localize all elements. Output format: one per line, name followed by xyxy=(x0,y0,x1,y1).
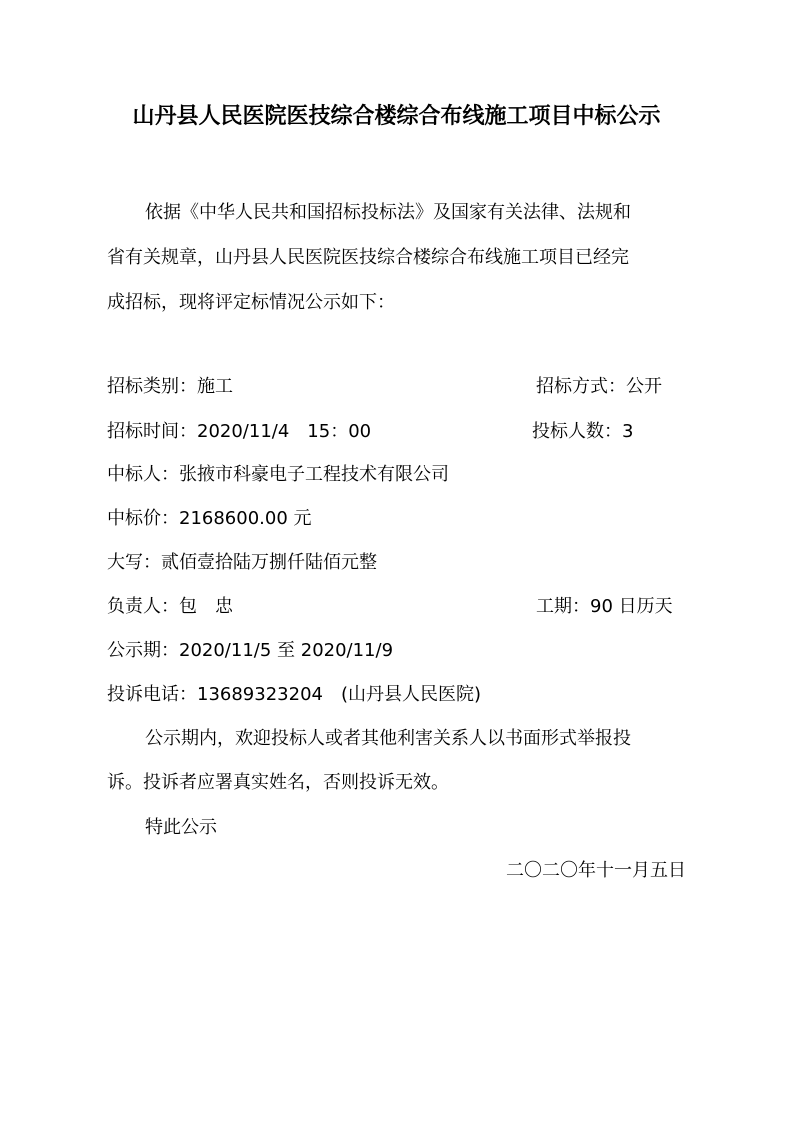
notice-line-1: 公示期内，欢迎投标人或者其他利害关系人以书面形式举报投 xyxy=(145,728,631,749)
winning-bidder: 中标人：张掖市科豪电子工程技术有限公司 xyxy=(107,464,449,485)
bid-category: 招标类别：施工 xyxy=(107,376,233,397)
closing-text: 特此公示 xyxy=(145,817,217,838)
intro-line-3: 成招标，现将评定标情况公示如下： xyxy=(107,292,395,313)
winning-price-uppercase: 大写：贰佰壹拾陆万捌仟陆佰元整 xyxy=(107,552,377,573)
complaint-phone: 投诉电话：13689323204 (山丹县人民医院) xyxy=(107,684,482,705)
bidder-count: 投标人数：3 xyxy=(532,421,634,442)
construction-duration: 工期：90 日历天 xyxy=(536,596,673,617)
issue-date: 二〇二〇年十一月五日 xyxy=(506,860,686,881)
bid-time: 招标时间：2020/11/4 15：00 xyxy=(107,421,372,442)
publicity-period: 公示期：2020/11/5 至 2020/11/9 xyxy=(107,640,394,661)
bid-method: 招标方式：公开 xyxy=(536,376,662,397)
winning-price: 中标价：2168600.00 元 xyxy=(107,508,312,529)
intro-line-2: 省有关规章，山丹县人民医院医技综合楼综合布线施工项目已经完 xyxy=(107,247,629,268)
page-title: 山丹县人民医院医技综合楼综合布线施工项目中标公示 xyxy=(132,104,661,129)
responsible-person: 负责人：包 忠 xyxy=(107,596,233,617)
notice-line-2: 诉。投诉者应署真实姓名，否则投诉无效。 xyxy=(107,772,449,793)
intro-line-1: 依据《中华人民共和国招标投标法》及国家有关法律、法规和 xyxy=(145,202,631,223)
